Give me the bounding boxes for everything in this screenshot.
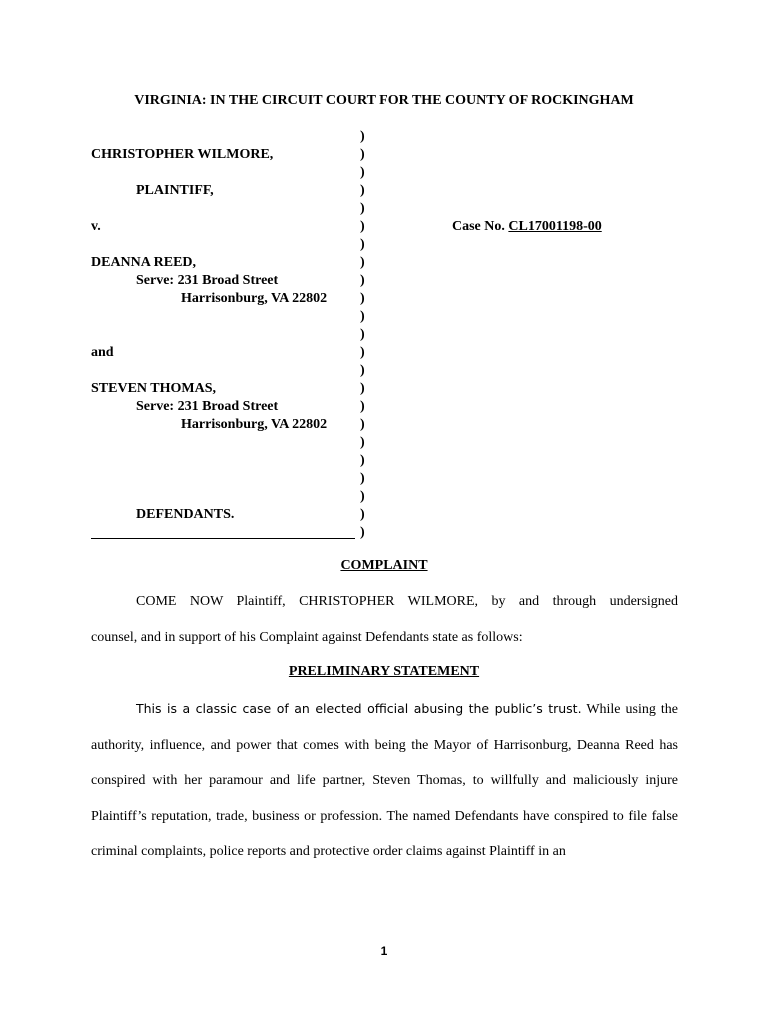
paren: )	[360, 129, 365, 144]
paren: )	[360, 309, 365, 324]
paren: )	[360, 489, 365, 504]
intro-paragraph	[91, 584, 678, 655]
case-label: Case No.	[452, 219, 505, 234]
caption-separator	[91, 538, 355, 539]
defendant2-city: Harrisonburg, VA 22802	[181, 417, 328, 432]
defendants-label: DEFENDANTS.	[136, 507, 235, 522]
preliminary-quote: This is a classic case of an elected official abusing the public’s trust.	[136, 701, 582, 716]
paren: )	[360, 345, 365, 360]
plaintiff-name: CHRISTOPHER WILMORE,	[91, 147, 274, 162]
court-title: VIRGINIA: IN THE CIRCUIT COURT FOR THE COUNTY OF ROCKINGHAM	[134, 93, 634, 108]
paren: )	[360, 399, 365, 414]
intro-line-1: COME NOW Plaintiff, CHRISTOPHER WILMORE, by and through undersigned	[136, 594, 678, 609]
paren: )	[360, 219, 365, 234]
defendant2-serve: Serve: 231 Broad Street	[136, 399, 279, 414]
paren: )	[360, 363, 365, 378]
complaint-heading: COMPLAINT	[340, 558, 428, 573]
preliminary-rest: While using the authority, influence, and power that comes with being the Mayor of Harrisonburg, Deanna Reed has conspired with her paramour and life partner, Steven Thomas, to willfully and maliciously injure Plaintiff’s reputation, trade, business or profession. The named Defendants have conspired to file false criminal complaints, police reports and protective order claims against Plaintiff in an	[91, 702, 678, 859]
paren: )	[360, 381, 365, 396]
paren: )	[360, 183, 365, 198]
preliminary-heading: PRELIMINARY STATEMENT	[288, 664, 480, 679]
defendant1-serve: Serve: 231 Broad Street	[136, 273, 279, 288]
paren: )	[360, 201, 365, 216]
intro-line-2: counsel, and in support of his Complaint against Defendants state as follows:	[91, 629, 523, 645]
defendant1-city: Harrisonburg, VA 22802	[181, 291, 328, 306]
paren: )	[360, 291, 365, 306]
paren: )	[360, 507, 365, 522]
paren: )	[360, 165, 365, 180]
paren: )	[360, 327, 365, 342]
paren: )	[360, 471, 365, 486]
caption-paren-column	[360, 128, 365, 542]
plaintiff-label: PLAINTIFF,	[136, 183, 214, 198]
paren: )	[360, 273, 365, 288]
paren: )	[360, 525, 365, 540]
paren: )	[360, 417, 365, 432]
page-number: 1	[380, 944, 388, 958]
preliminary-paragraph	[91, 691, 678, 870]
paren: )	[360, 237, 365, 252]
preliminary-text	[91, 691, 678, 870]
defendant2-name: STEVEN THOMAS,	[91, 381, 216, 396]
caption-parties	[91, 146, 327, 524]
case-number: CL17001198-00	[508, 219, 602, 234]
paren: )	[360, 453, 365, 468]
versus: v.	[91, 219, 101, 234]
paren: )	[360, 435, 365, 450]
paren: )	[360, 255, 365, 270]
conjunction: and	[91, 345, 114, 360]
defendant1-name: DEANNA REED,	[91, 255, 197, 270]
case-number-block	[452, 219, 602, 235]
paren: )	[360, 147, 365, 162]
